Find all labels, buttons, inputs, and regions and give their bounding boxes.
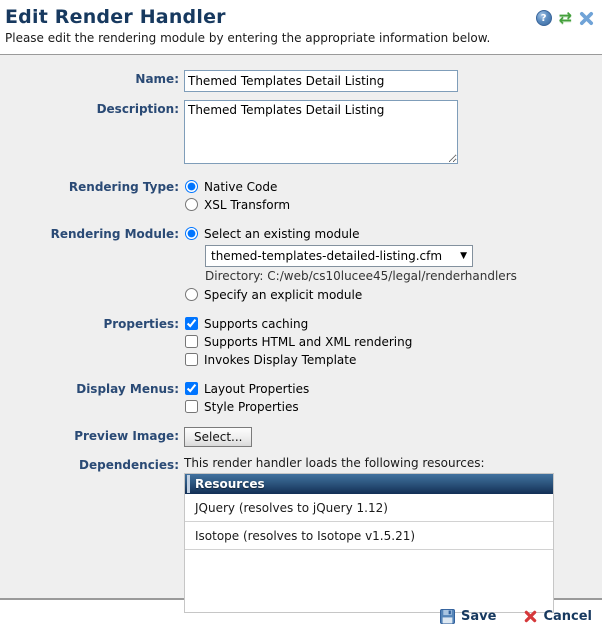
name-input[interactable] [184, 70, 458, 92]
supports-caching-label: Supports caching [204, 316, 309, 331]
rendering-module-label: Rendering Module: [50, 227, 179, 241]
resources-table [184, 473, 554, 613]
dependencies-row [0, 455, 602, 613]
explicit-module-label: Specify an explicit module [204, 287, 363, 302]
xsl-transform-radio[interactable] [185, 198, 198, 211]
select-existing-module-radio[interactable] [185, 227, 198, 240]
xsl-transform-option-label: XSL Transform [204, 197, 291, 212]
save-button[interactable] [440, 609, 496, 624]
resources-table-empty-area [185, 550, 553, 612]
properties-row [0, 314, 602, 369]
close-icon[interactable] [579, 11, 594, 26]
rendering-type-row [0, 177, 602, 214]
module-select-value: themed-templates-detailed-listing.cfm [211, 249, 443, 263]
supports-html-xml-option[interactable] [184, 333, 602, 350]
invokes-display-template-checkbox[interactable] [185, 353, 198, 366]
dependencies-intro-text: This render handler loads the following resources: [184, 456, 485, 470]
description-textarea[interactable] [184, 100, 458, 164]
explicit-module-option[interactable] [184, 286, 602, 303]
explicit-module-radio[interactable] [185, 288, 198, 301]
supports-caching-option[interactable] [184, 315, 602, 332]
native-code-option-label: Native Code [204, 179, 278, 194]
properties-label: Properties: [103, 317, 179, 331]
native-code-radio[interactable] [185, 180, 198, 193]
layout-properties-checkbox[interactable] [185, 382, 198, 395]
invokes-display-template-label: Invokes Display Template [204, 352, 357, 367]
page-title: Edit Render Handler [5, 6, 226, 28]
dependencies-label: Dependencies: [79, 458, 179, 472]
style-properties-checkbox[interactable] [185, 400, 198, 413]
display-menus-row [0, 379, 602, 416]
description-label: Description: [96, 102, 179, 116]
save-button-label: Save [461, 609, 497, 624]
cancel-button-label: Cancel [543, 609, 592, 624]
display-menus-label: Display Menus: [76, 382, 179, 396]
save-icon [440, 609, 455, 624]
name-row [0, 69, 602, 92]
resource-row: JQuery (resolves to jQuery 1.12) [185, 494, 553, 522]
chevron-down-icon: ▼ [460, 251, 467, 261]
help-icon[interactable]: ? [536, 10, 552, 26]
rendering-type-label: Rendering Type: [68, 180, 179, 194]
supports-html-xml-label: Supports HTML and XML rendering [204, 334, 413, 349]
description-row [0, 99, 602, 167]
supports-html-xml-checkbox[interactable] [185, 335, 198, 348]
form-panel [0, 54, 602, 600]
refresh-icon[interactable]: ⇄ [558, 8, 572, 27]
native-code-option[interactable] [184, 178, 602, 195]
style-properties-option[interactable] [184, 398, 602, 415]
invokes-display-template-option[interactable] [184, 351, 602, 368]
header-icons [536, 10, 594, 26]
resources-table-header: Resources [185, 474, 553, 494]
layout-properties-option[interactable] [184, 380, 602, 397]
resource-row: Isotope (resolves to Isotope v1.5.21) [185, 522, 553, 550]
module-directory-text: Directory: C:/web/cs10lucee45/legal/renderhandlers [205, 269, 517, 283]
style-properties-label: Style Properties [204, 399, 299, 414]
supports-caching-checkbox[interactable] [185, 317, 198, 330]
select-existing-module-label: Select an existing module [204, 226, 360, 241]
cancel-button[interactable] [524, 609, 592, 624]
rendering-module-row [0, 224, 602, 304]
cancel-icon [524, 610, 537, 623]
select-preview-image-button[interactable]: Select... [184, 427, 252, 447]
xsl-transform-option[interactable] [184, 196, 602, 213]
layout-properties-label: Layout Properties [204, 381, 310, 396]
preview-image-row [0, 426, 602, 447]
page-subtitle: Please edit the rendering module by entering the appropriate information below. [5, 31, 491, 45]
dialog-header [0, 0, 602, 45]
select-existing-module-option[interactable] [184, 225, 602, 242]
module-select[interactable] [205, 245, 473, 267]
preview-image-label: Preview Image: [74, 429, 179, 443]
name-label: Name: [135, 72, 179, 86]
